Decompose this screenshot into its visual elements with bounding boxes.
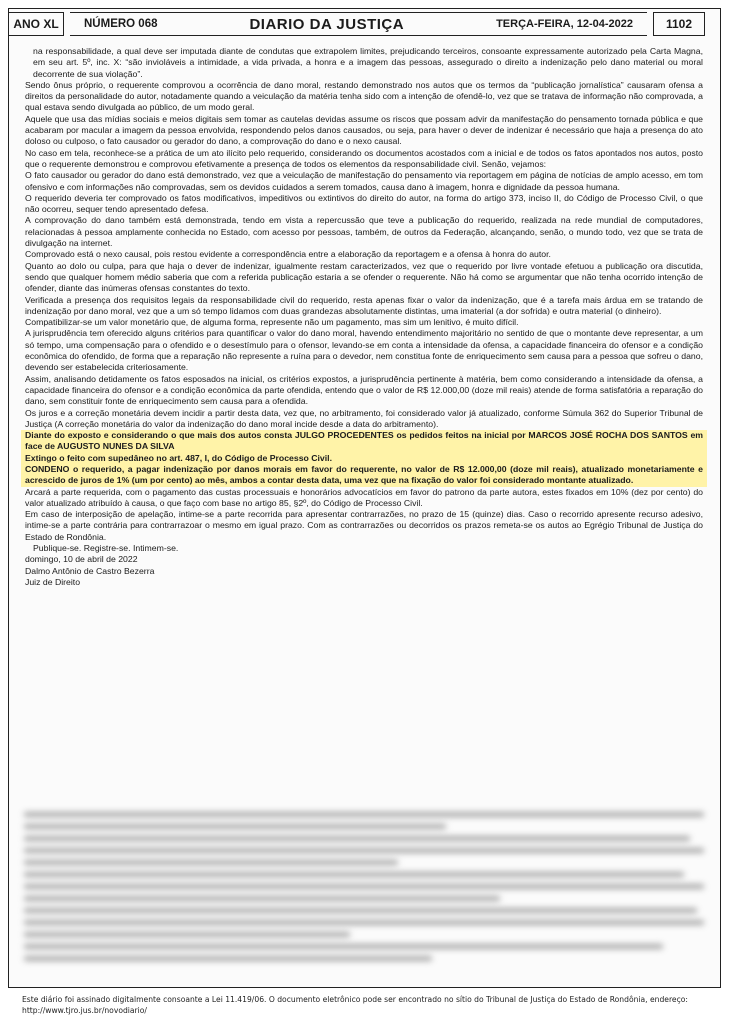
year-box	[8, 12, 64, 36]
paragraph: Os juros e a correção monetária devem incidir a partir desta data, vez que, no arbitramento, foi considerado valor já atualizado, conforme Súmula 362 do Superior Tribunal de Justiça (A correção monetária do valor da indenização do dano moral incide desde a data do arbitramento).	[25, 407, 703, 429]
paragraph: Verificada a presença dos requisitos legais da responsabilidade civil do requerido, resta apenas fixar o valor da indenização, que é a tarefa mais árdua em se tratando de indenização por dano moral, vez que a um só tempo lidamos com duas grandezas absolutamente distintas, uma imaterial (a dor sofrida) e outra material (o dinheiro).	[25, 294, 703, 316]
page-number-box	[653, 12, 705, 36]
issue-number: NÚMERO 068	[84, 18, 158, 30]
highlighted-ruling	[21, 430, 707, 486]
paragraph: O fato causador ou gerador do dano está demonstrado, vez que a veiculação de manifestação do pensamento via reportagem em página de notícias de amplo acesso, em tom ofensivo e com informações não comprovadas, sem os devidos cuidados a serem tomados, causa dano à imagem, honra e dignidade da pessoa humana.	[25, 170, 703, 192]
paragraph: A comprovação do dano também está demonstrada, tendo em vista a repercussão que teve a publicação do requerido, realizada na rede mundial de computadores, relacionadas à pessoa amplamente conhecida no Estado, com acesso por pessoas, também, de outros da Federação, alcançando, senão, o mundo todo, vez que se trata de divulgação na internet.	[25, 215, 703, 249]
judge-name: Dalmo Antônio de Castro Bezerra	[25, 565, 155, 576]
paragraph: Sendo ônus próprio, o requerente comprovou a ocorrência de dano moral, restando demonstrado nos autos que os termos da “publicação jornalística” causaram ofensa a direitos da personalidade do autor, notadamente quando a veiculação da matéria tenha sido com a intenção de ofendê-lo, vez que se tratava de informação não comprovada, a qual estava sendo divulgada ao público, de um modo geral.	[25, 79, 703, 113]
blurred-text-block	[24, 805, 704, 975]
year-label: ANO XL	[13, 17, 59, 31]
paragraph: Em caso de interposição de apelação, intime-se a parte recorrida para apresentar contrarrazões, no prazo de 15 (quinze) dias. Caso o recorrido apresente recurso adesivo, intime-se a parte contrária para contrarrazoar o mesmo em igual prazo. Com as contrarrazões ou decorridos os prazos remeta-se os autos ao Egrégio Tribunal de Justiça do Estado de Rondônia.	[25, 509, 703, 542]
article-body	[25, 46, 703, 588]
header-band	[70, 12, 647, 36]
paragraph: O requerido deveria ter comprovado os fatos modificativos, impeditivos ou extintivos do direito do autor, na forma do artigo 373, inciso II, do Código de Processo Civil, o que não ocorreu, sequer tendo apresentado defesa.	[25, 192, 703, 215]
paragraph: Assim, analisando detidamente os fatos esposados na inicial, os critérios expostos, a jurisprudência pertinente à matéria, bem como considerando a intensidade da ofensa, a capacidade financeira do ofensor e a condição econômica da parte ofendida, entendo que o valor de R$ 12.000,00 (doze mil reais) atende de forma satisfatória a reparação do dano, sem constituir fonte de enriquecimento sem causa para a ofendida.	[25, 373, 703, 407]
paragraph: Compatibilizar-se um valor monetário que, de alguma forma, represente não um pagamento, mas sim um lenitivo, é muito difícil.	[25, 317, 519, 328]
paragraph: Publique-se. Registre-se. Intimem-se.	[33, 543, 179, 554]
page-header	[8, 12, 705, 38]
ruling-paragraph: Extingo o feito com supedâneo no art. 487, I, do Código de Processo Civil.	[25, 452, 333, 463]
paragraph: No caso em tela, reconhece-se a prática de um ato ilícito pelo requerido, considerando os documentos acostados com a inicial e de todos os fatos apontados nos autos, posto que o requerente demonstrou e comprovou efetivamente a presença de todos os elementos da responsabilidade civil. Senão, vejamos:	[25, 147, 703, 169]
paragraph: Arcará a parte requerida, com o pagamento das custas processuais e honorários advocatícios em favor do patrono da parte autora, estes fixados em 10% (dez por cento) do valor atualizado atribuído à causa, o que faço com base no artigo 85, §2º, do Código de Processo Civil.	[25, 486, 703, 508]
paragraph: Aquele que usa das mídias sociais e meios digitais sem tomar as cautelas devidas assume os riscos que possam advir da manifestação do pensamento tornada pública e que acabaram por macular a imagem da pessoa envolvida, respondendo pelos danos causados, ou seja, para haver o dever de indenizar é necessário que haja a presença do ato doloso ou culposo, o fato causador ou gerador do dano, a comprovação do dano e o nexo causal.	[25, 113, 703, 147]
publication-title: DIARIO DA JUSTIÇA	[249, 15, 405, 33]
issue-date: TERÇA-FEIRA, 12-04-2022	[496, 18, 633, 30]
page-number: 1102	[665, 17, 693, 31]
ruling-paragraph: Diante do exposto e considerando o que mais dos autos consta JULGO PROCEDENTES os pedidos feitos na inicial por MARCOS JOSÉ ROCHA DOS SANTOS em face de AUGUSTO NUNES DA SILVA	[25, 430, 703, 452]
paragraph: Comprovado está o nexo causal, pois restou evidente a correspondência entre a elaboração da reportagem e a ofensa à honra do autor.	[25, 249, 551, 260]
ruling-paragraph: CONDENO o requerido, a pagar indenização por danos morais em favor do requerente, no valor de R$ 12.000,00 (doze mil reais), atualizado monetariamente e acrescido de juros de 1% (um por cento) ao mês, ambos a contar desta data, uma vez que na fixação do valor foi considerado montante atualizado.	[25, 463, 703, 486]
signature-date: domingo, 10 de abril de 2022	[25, 554, 138, 565]
footer-note: Este diário foi assinado digitalmente consoante a Lei 11.419/06. O documento eletrônico pode ser encontrado no sítio do Tribunal de Justiça do Estado de Rondônia, endereço: http://www.tjro.jus.br/novodiario/	[22, 995, 688, 1015]
judge-title: Juiz de Direito	[25, 576, 81, 587]
paragraph: na responsabilidade, a qual deve ser imputada diante de condutas que extrapolem limites, prejudicando terceiros, consoante expressamente autorizado pela Carta Magna, em seu art. 5º, inc. X: “são invioláveis a intimidade, a vida privada, a honra e a imagem das pessoas, assegurado o direito a indenização pelo dano material ou moral decorrente de sua violação”.	[33, 46, 703, 79]
paragraph: A jurisprudência tem oferecido alguns critérios para quantificar o valor do dano moral, havendo entendimento majoritário no sentido de que o montante deve representar, a um só tempo, uma compensação para o ofendido e o desestímulo para o ofensor, levando-se em conta a intensidade da ofensa, a capacidade financeira do ofensor e a condição econômica do ofendido, de forma que a reparação não represente a ruína para o devedor, nem constitua fonte de enriquecimento sem causa para a pessoa que sofreu o dano, devendo ser estabelecida criteriosamente.	[25, 328, 703, 373]
paragraph: Quanto ao dolo ou culpa, para que haja o dever de indenizar, igualmente restam caracterizados, vez que o requerido por livre vontade efetuou a publicação ora discutida, sendo que qualquer homem médio saberia que com a referida publicação estaria a se ofender o requerente. Não há como se argumentar que não tenha ocorrido intenção de ofender, diante das inúmeras ofensas constantes do texto.	[25, 260, 703, 294]
